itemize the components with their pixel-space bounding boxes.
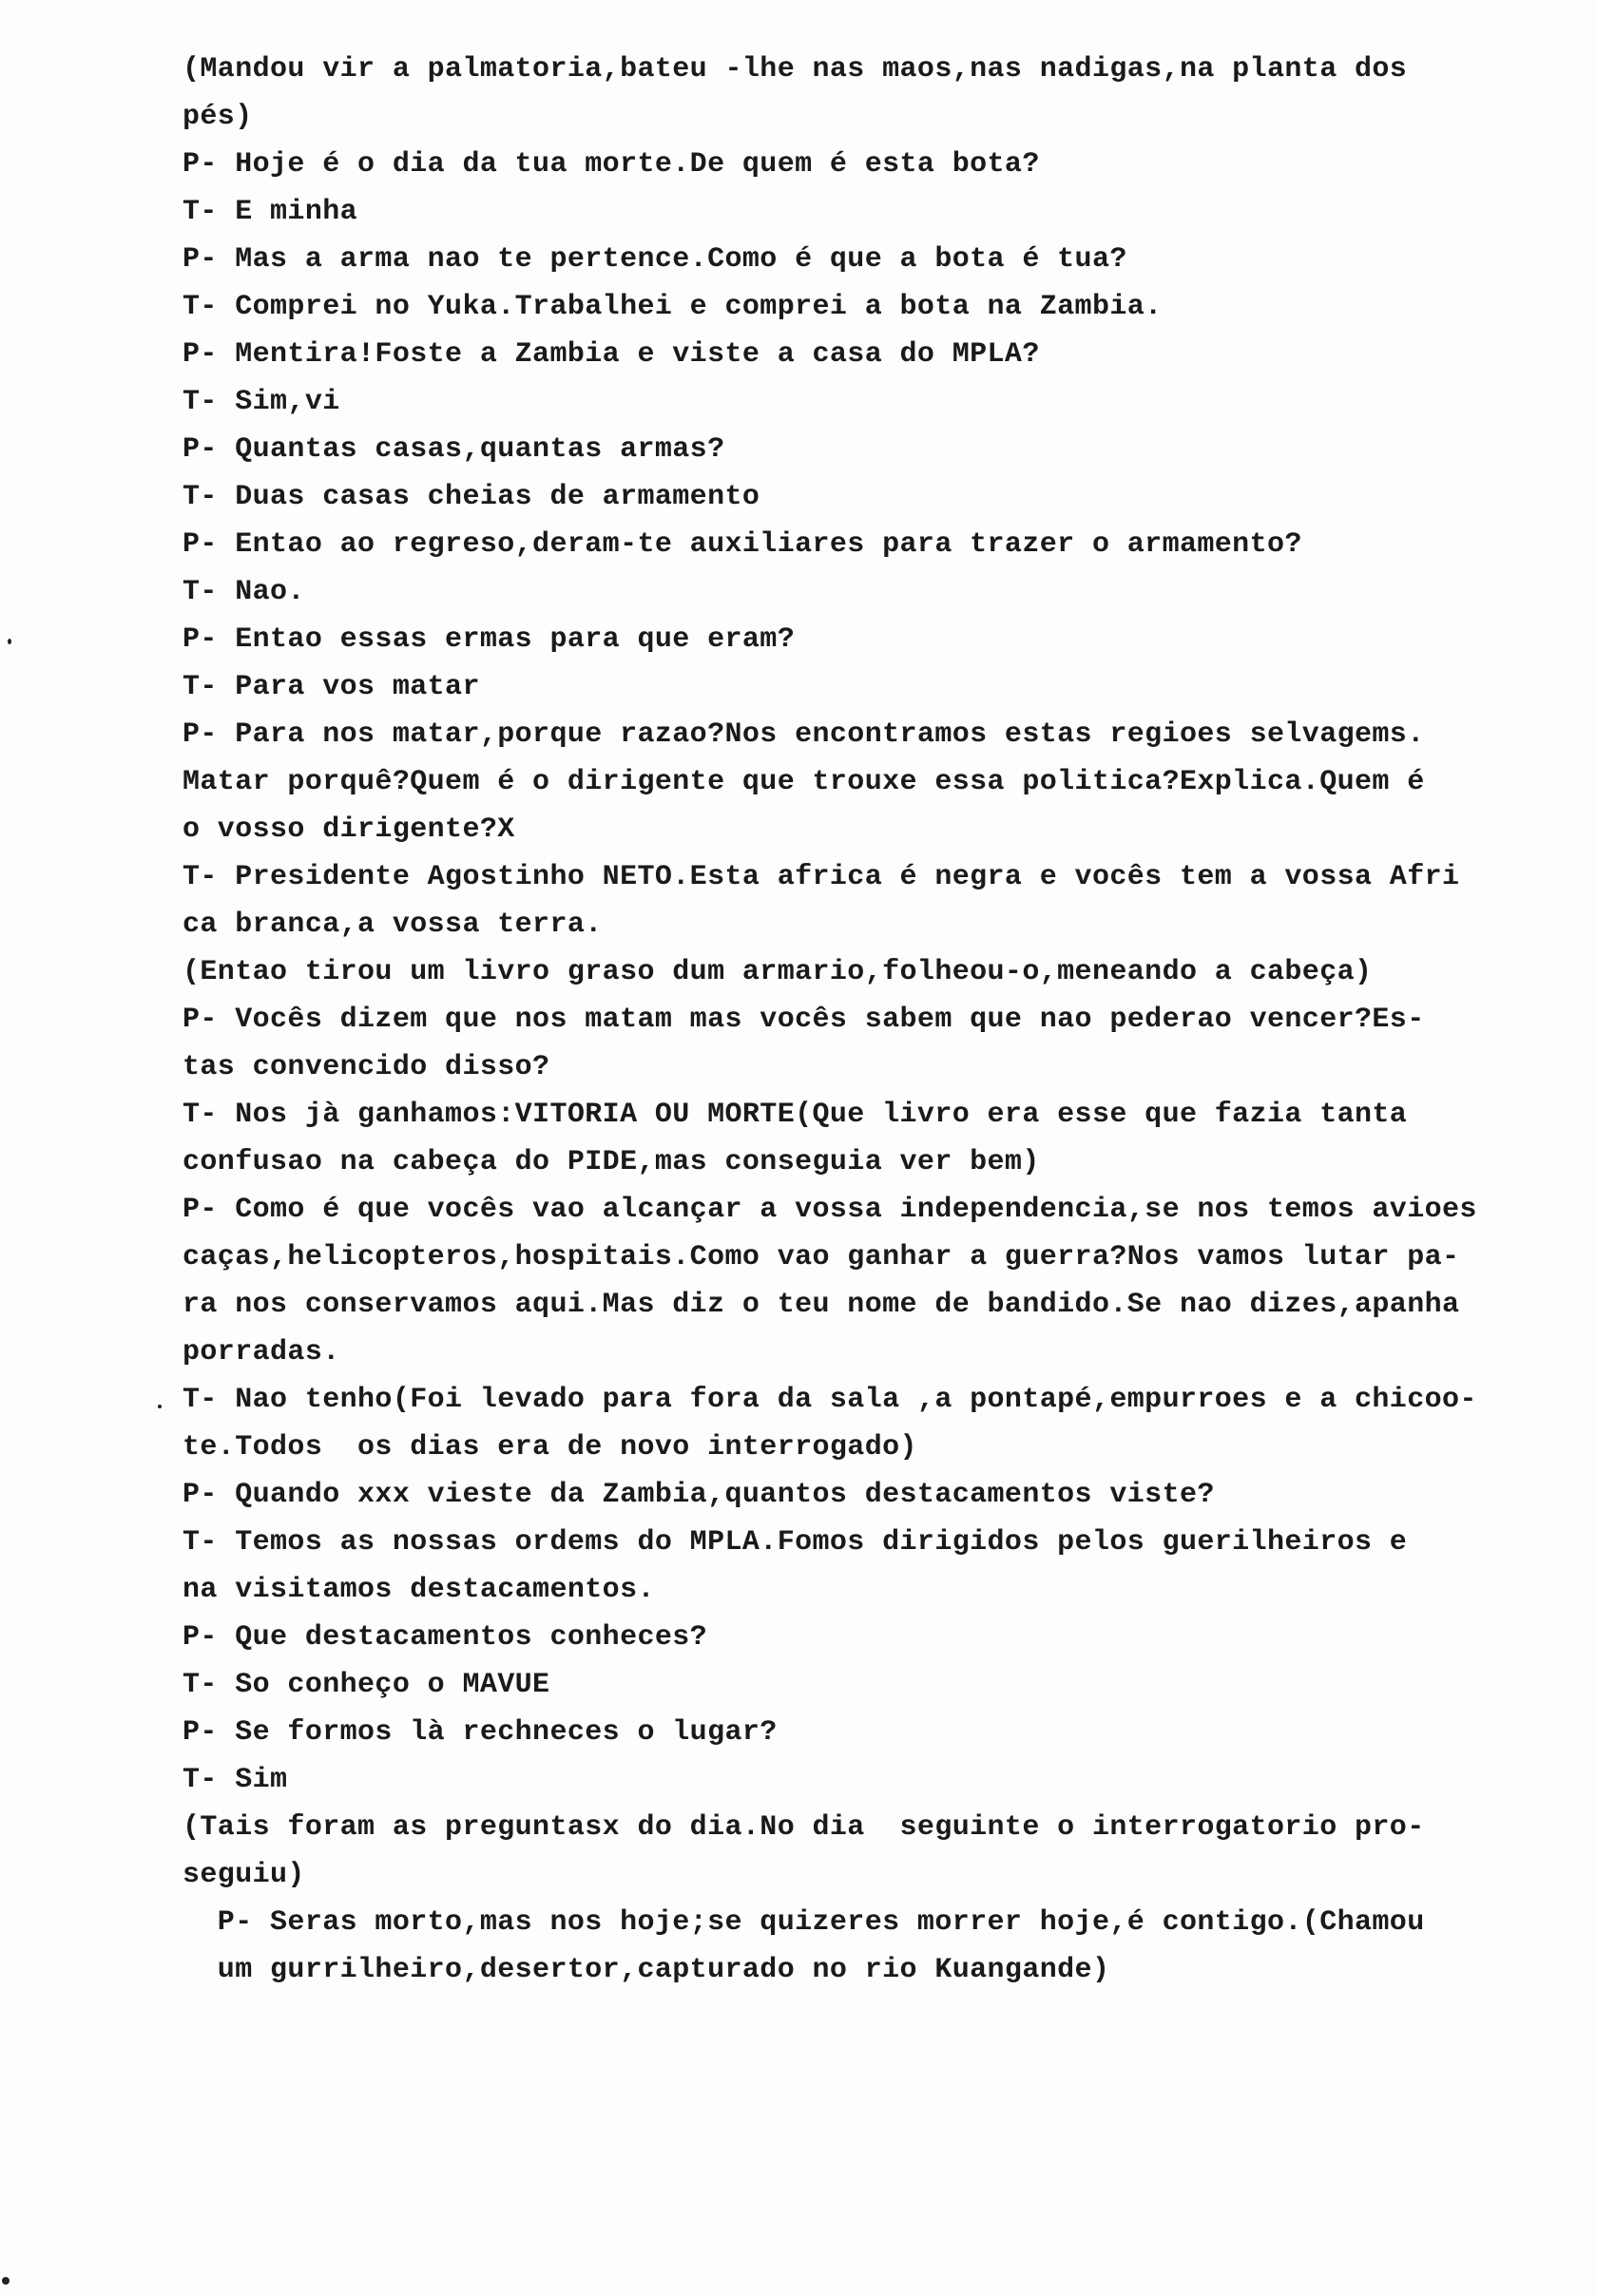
text-line: P- Entao essas ermas para que eram? <box>183 623 796 656</box>
typewritten-text-body <box>183 46 1551 1994</box>
text-line: P- Entao ao regreso,deram-te auxiliares para trazer o armamento? <box>183 528 1302 561</box>
text-line: T- Nao tenho(Foi levado para fora da sala ,a pontapé,empurroes e a chicoo- <box>183 1384 1477 1416</box>
text-line: tas convencido disso? <box>183 1051 550 1083</box>
text-line: confusao na cabeça do PIDE,mas conseguia ver bem) <box>183 1146 1040 1178</box>
text-line: pés) <box>183 101 253 133</box>
text-line: ca branca,a vossa terra. <box>183 909 603 941</box>
text-line: T- Duas casas cheias de armamento <box>183 481 760 513</box>
text-line: Matar porquê?Quem é o dirigente que trouxe essa politica?Explica.Quem é <box>183 766 1425 798</box>
text-line: o vosso dirigente?X <box>183 813 515 846</box>
text-line: T- Nao. <box>183 576 305 608</box>
text-line: um gurrilheiro,desertor,capturado no rio Kuangande) <box>183 1954 1110 1986</box>
text-line: seguiu) <box>183 1859 305 1891</box>
text-line: T- Para vos matar <box>183 671 480 703</box>
text-line: P- Hoje é o dia da tua morte.De quem é esta bota? <box>183 148 1040 181</box>
text-line: na visitamos destacamentos. <box>183 1574 655 1606</box>
text-line: P- Que destacamentos conheces? <box>183 1621 708 1654</box>
text-line: P- Para nos matar,porque razao?Nos encontramos estas regioes selvagems. <box>183 718 1425 751</box>
text-line: (Mandou vir a palmatoria,bateu -lhe nas maos,nas nadigas,na planta dos <box>183 53 1408 86</box>
text-line: T- Temos as nossas ordems do MPLA.Fomos dirigidos pelos guerilheiros e <box>183 1526 1408 1559</box>
text-line: P- Mentira!Foste a Zambia e viste a casa do MPLA? <box>183 338 1040 371</box>
text-line: T- Sim <box>183 1764 288 1796</box>
text-line: T- So conheço o MAVUE <box>183 1669 550 1701</box>
text-line: T- E minha <box>183 196 358 228</box>
text-line: caças,helicopteros,hospitais.Como vao ganhar a guerra?Nos vamos lutar pa- <box>183 1241 1460 1273</box>
text-line: P- Se formos là rechneces o lugar? <box>183 1716 778 1749</box>
text-line: T- Nos jà ganhamos:VITORIA OU MORTE(Que livro era esse que fazia tanta <box>183 1099 1408 1131</box>
paper-speck <box>2 2277 10 2285</box>
text-line: P- Mas a arma nao te pertence.Como é que a bota é tua? <box>183 243 1127 276</box>
text-line: (Tais foram as preguntasx do dia.No dia seguinte o interrogatorio pro- <box>183 1811 1425 1844</box>
paper-speck <box>8 639 11 644</box>
text-line: P- Vocês dizem que nos matam mas vocês sabem que nao pederao vencer?Es- <box>183 1004 1425 1036</box>
text-line: ra nos conservamos aqui.Mas diz o teu nome de bandido.Se nao dizes,apanha <box>183 1289 1460 1321</box>
text-line: te.Todos os dias era de novo interrogado) <box>183 1431 917 1464</box>
text-line: (Entao tirou um livro graso dum armario,folheou-o,meneando a cabeça) <box>183 956 1373 988</box>
text-line: T- Comprei no Yuka.Trabalhei e comprei a bota na Zambia. <box>183 291 1163 323</box>
text-line: P- Seras morto,mas nos hoje;se quizeres morrer hoje,é contigo.(Chamou <box>183 1906 1425 1939</box>
text-line: porradas. <box>183 1336 340 1368</box>
text-line: T- Sim,vi <box>183 386 340 418</box>
text-line: T- Presidente Agostinho NETO.Esta africa é negra e vocês tem a vossa Afri <box>183 861 1460 893</box>
text-line: P- Quando xxx vieste da Zambia,quantos destacamentos viste? <box>183 1479 1215 1511</box>
paper-speck <box>158 1405 162 1408</box>
text-line: P- Quantas casas,quantas armas? <box>183 433 725 466</box>
text-line: P- Como é que vocês vao alcançar a vossa independencia,se nos temos avioes <box>183 1194 1477 1226</box>
